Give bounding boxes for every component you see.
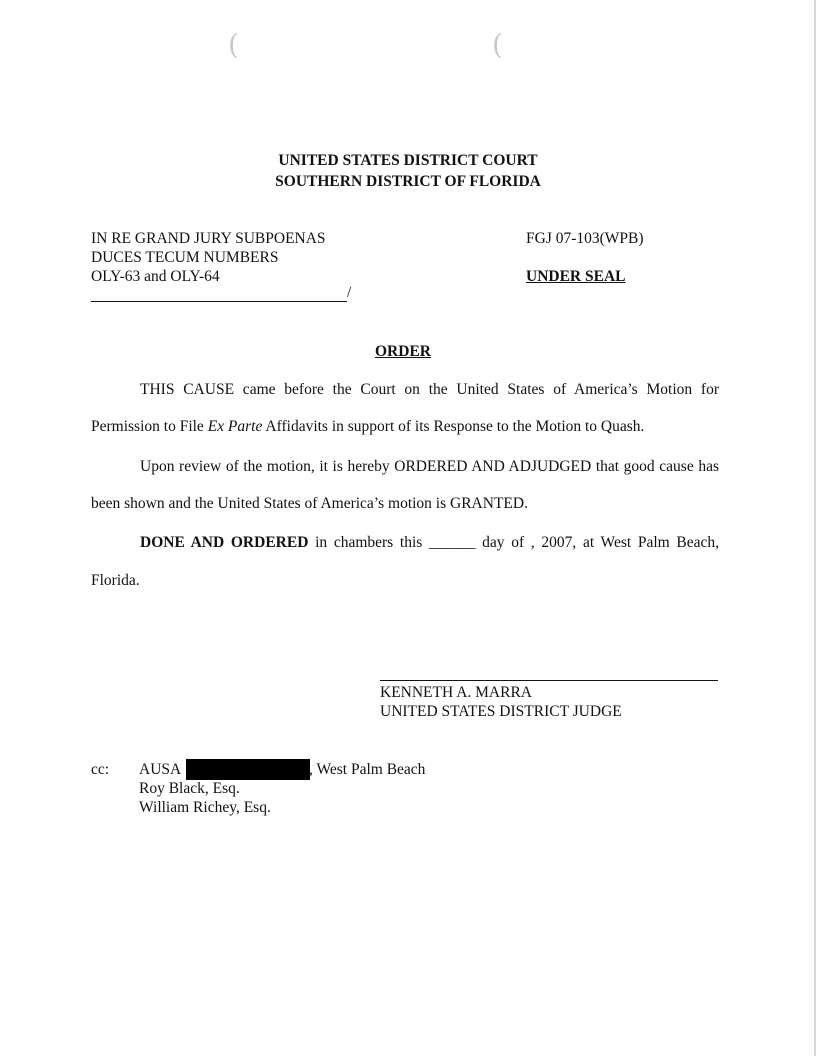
caption-line-3: OLY-63 and OLY-64 (91, 268, 220, 285)
done-and-ordered: DONE AND ORDERED (140, 534, 309, 551)
judge-title: UNITED STATES DISTRICT JUDGE (380, 703, 622, 720)
para1-line1: THIS CAUSE came before the Court on the United States of America’s Motion for (140, 381, 719, 398)
para3-line1: DONE AND ORDERED in chambers this ______ day of , 2007, at West Palm Beach, (140, 534, 719, 551)
cc-recipient-3: William Richey, Esq. (139, 799, 271, 816)
day-blank: ______ (428, 534, 476, 551)
caption-line-2: DUCES TECUM NUMBERS (91, 249, 279, 266)
ex-parte-italic: Ex Parte (207, 418, 263, 435)
cc-label: cc: (91, 761, 110, 778)
scan-mark: ( (492, 28, 503, 61)
order-title: ORDER (375, 343, 431, 360)
seal-notice: UNDER SEAL (526, 268, 626, 285)
para2-line1: Upon review of the motion, it is hereby ORDERED AND ADJUDGED that good cause has (140, 458, 719, 475)
cc-ausa-location: , West Palm Beach (309, 761, 426, 778)
para2-line2: been shown and the United States of America’s motion is GRANTED. (91, 495, 528, 512)
caption-slash: / (347, 284, 352, 301)
para1-line2: Permission to File Ex Parte Affidavits in support of its Response to the Motion to Quash. (91, 418, 645, 435)
case-number: FGJ 07-103(WPB) (526, 230, 644, 247)
judge-name: KENNETH A. MARRA (380, 684, 532, 701)
cc-ausa-label: AUSA (139, 761, 182, 778)
cc-recipient-2: Roy Black, Esq. (139, 780, 240, 797)
court-name: UNITED STATES DISTRICT COURT (278, 152, 538, 169)
redaction-box (186, 759, 310, 780)
para3-line2: Florida. (91, 572, 140, 589)
scan-mark: ( (228, 28, 239, 61)
court-district: SOUTHERN DISTRICT OF FLORIDA (275, 173, 541, 190)
caption-line-1: IN RE GRAND JURY SUBPOENAS (91, 230, 326, 247)
signature-line (380, 680, 718, 681)
caption-rule (91, 301, 347, 302)
